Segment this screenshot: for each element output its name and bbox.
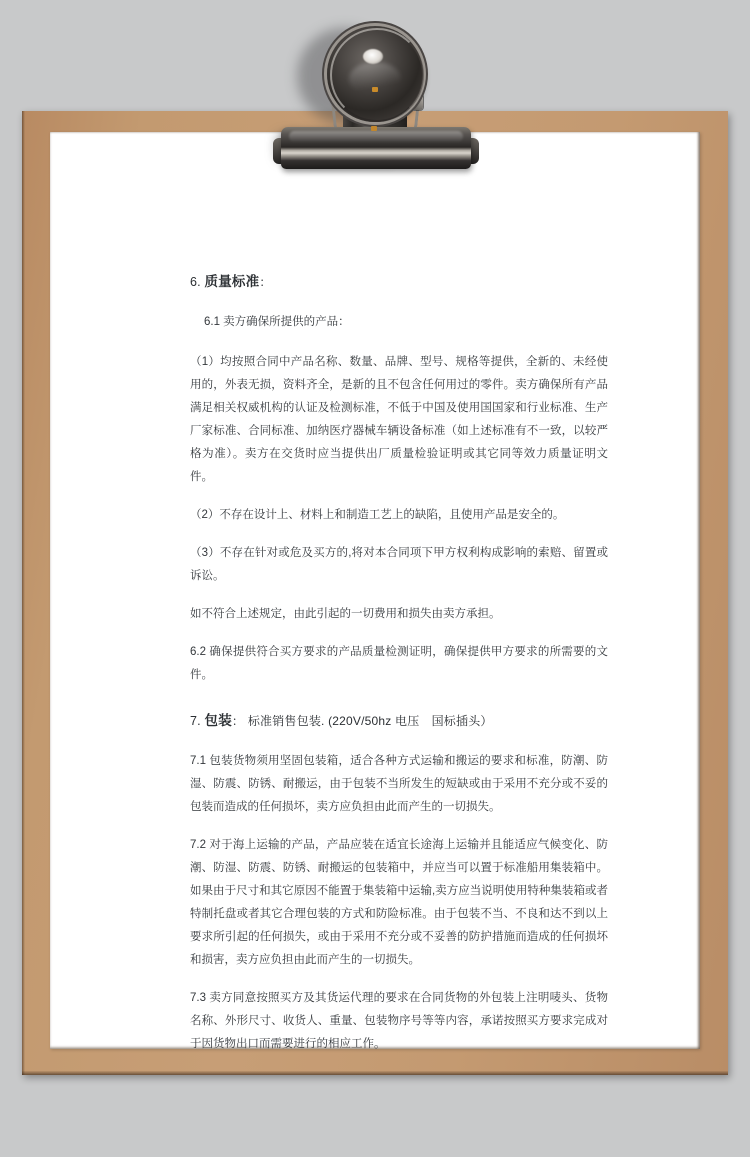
clause-6-1-item-1: （1）均按照合同中产品名称、数量、品牌、型号、规格等提供，全新的、未经使用的，外表无损，资料齐全，是新的且不包含任何用过的零件。卖方确保所有产品满足相关权威机构的认证及检测标准，不低于中国及使用国国家和行业标准、生产厂家标准、合同标准、加纳医疗器械车辆设备标准（如上述标准有不一致，以较严格为准）。卖方在交货时应当提供出厂质量检验证明或其它同等效力质量证明文件。 bbox=[190, 355, 608, 483]
board-bottom-edge-shadow bbox=[22, 1071, 728, 1075]
clip-disc-brass-dot bbox=[372, 87, 378, 92]
clause-6-closing: 如不符合上述规定，由此引起的一切费用和损失由卖方承担。 bbox=[190, 607, 501, 620]
clip-disc-shadow bbox=[297, 28, 393, 124]
section-6-heading bbox=[190, 272, 608, 292]
clause-6-1-item-2: （2）不存在设计上、材料上和制造工艺上的缺陷，且使用产品是安全的。 bbox=[190, 508, 565, 521]
document-body bbox=[190, 272, 608, 1071]
section-7-heading bbox=[190, 711, 608, 731]
clause-6-1-item-3: （3）不存在针对或危及买方的,将对本合同项下甲方权利构成影响的索赔、留置或诉讼。 bbox=[190, 546, 608, 582]
section-6-number: 6. bbox=[190, 275, 201, 289]
section-7-colon: ： bbox=[231, 713, 245, 728]
section-7-number: 7. bbox=[190, 713, 201, 728]
clip-disc-highlight bbox=[363, 49, 383, 64]
board-left-edge-shadow bbox=[22, 111, 25, 1075]
section-6-title: 质量标准 bbox=[204, 274, 260, 289]
clip-spring-disc bbox=[327, 26, 423, 122]
clip-disc-rim bbox=[330, 28, 424, 122]
clause-7-3: 7.3 卖方同意按照买方及其货运代理的要求在合同货物的外包装上注明唛头、货物名称、外形尺寸、收货人、重量、包装物序号等等内容，承诺按照买方要求完成对于因货物出口而需要进行的相应工作。 bbox=[190, 991, 608, 1050]
section-7-title: 包装 bbox=[204, 712, 232, 728]
section-6-colon: ： bbox=[259, 275, 272, 289]
clause-7-2: 7.2 对于海上运输的产品，产品应装在适宜长途海上运输并且能适应气候变化、防潮、防湿、防震、防锈、耐搬运的包装箱中，并应当可以置于标准船用集装箱中。如果由于尺寸和其它原因不能置于集装箱中运输,卖方应当说明使用特种集装箱或者特制托盘或者其它合理包装的方式和防险标准。由于包装不当、不良和达不到以上要求所引起的任何损失，或由于采用不充分或不妥善的防护措施而造成的任何损坏和损害，卖方应负担由此而产生的一切损失。 bbox=[190, 838, 608, 966]
paper-sheet bbox=[50, 132, 700, 1049]
clipboard-board bbox=[22, 111, 728, 1075]
clause-6-1: 6.1 卖方确保所提供的产品： bbox=[204, 316, 350, 329]
clause-7-1: 7.1 包装货物须用坚固包装箱，适合各种方式运输和搬运的要求和标准，防潮、防湿、防震、防锈、耐搬运，由于包装不当所发生的短缺或由于采用不充分或不妥的包装而造成的任何损坏，卖方应负担由此而产生的一切损失。 bbox=[190, 754, 608, 813]
section-7-heading-tail: 标准销售包装. (220V/50hz 电压 国标插头） bbox=[247, 713, 493, 728]
clip-disc-sheen bbox=[349, 62, 401, 96]
clip-pivot-knob bbox=[412, 94, 423, 110]
clause-6-2: 6.2 确保提供符合买方要求的产品质量检测证明，确保提供甲方要求的所需要的文件。 bbox=[190, 645, 608, 681]
